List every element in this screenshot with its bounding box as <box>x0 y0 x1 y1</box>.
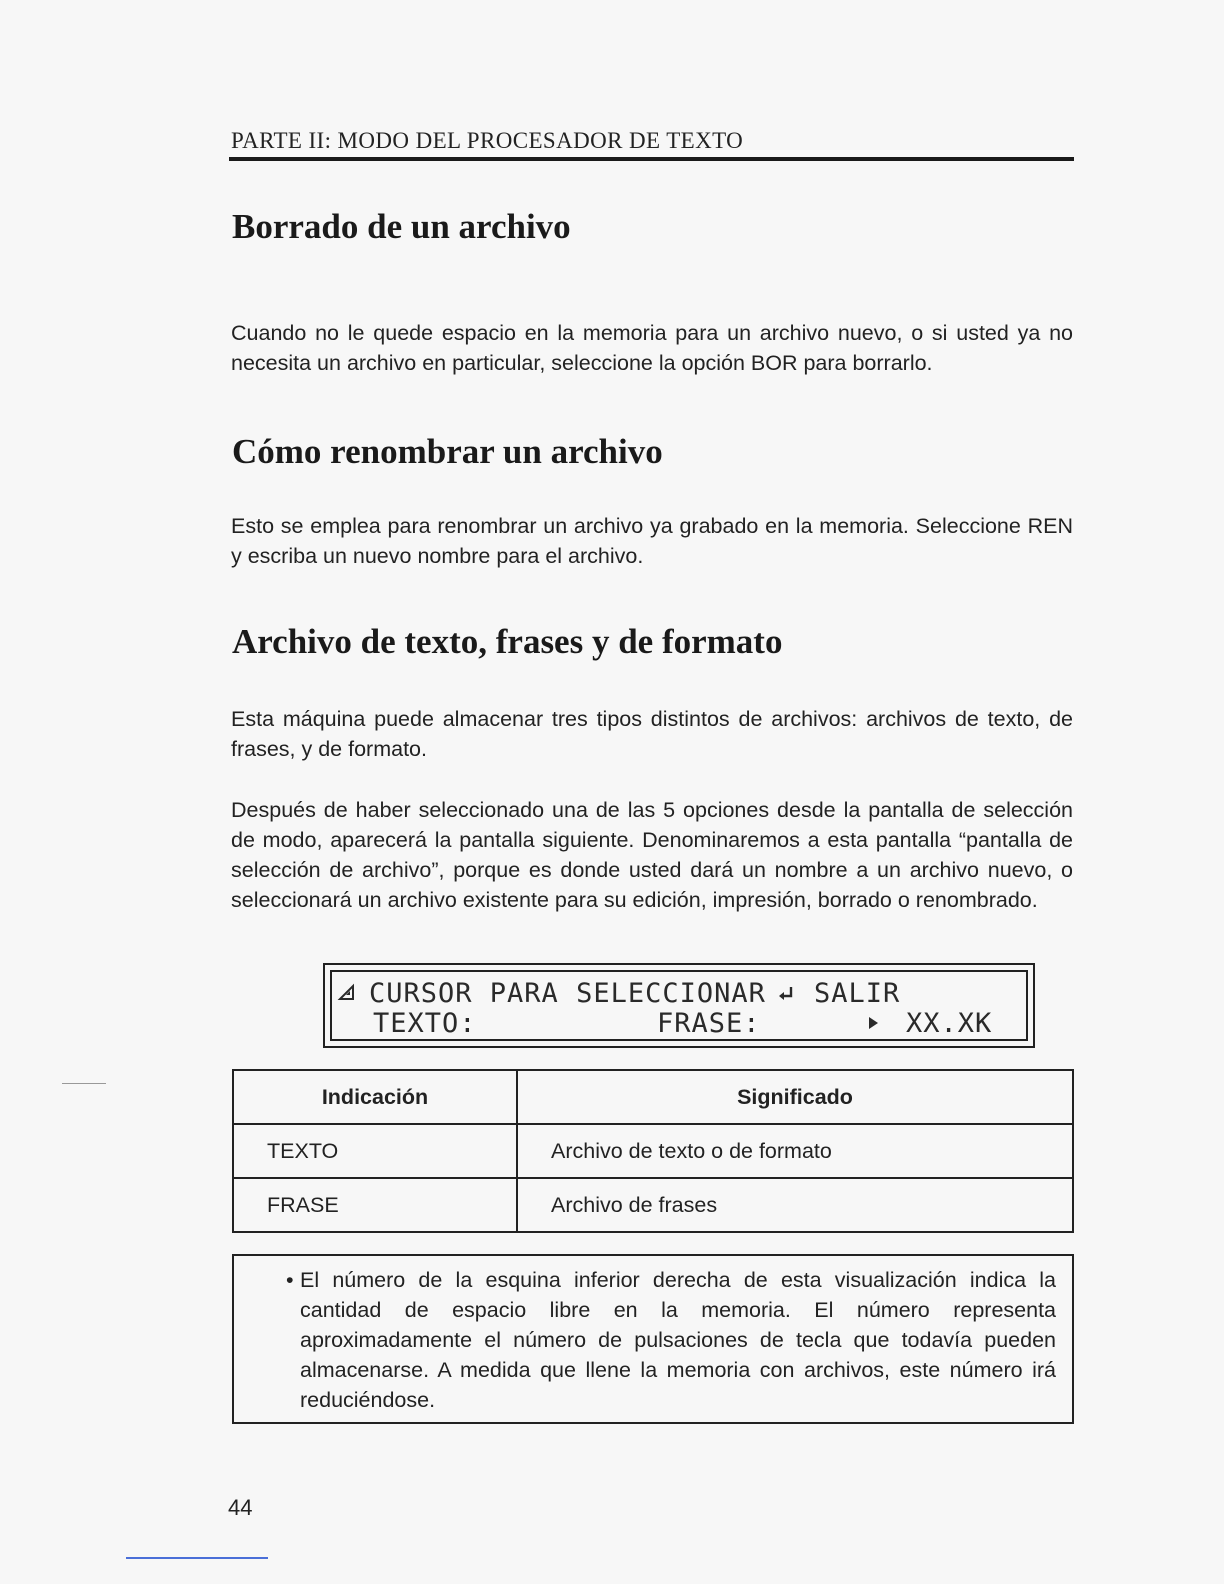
table-cell-significado: Archivo de frases <box>517 1178 1073 1232</box>
cursor-arrows-icon <box>337 983 357 1003</box>
table-header-row <box>233 1070 1073 1124</box>
note-bullet: • <box>286 1268 294 1292</box>
paragraph-tipos-2: Después de haber seleccionado una de las 5 opciones desde la pantalla de selección de modo, aparecerá la pantalla siguiente. Denominaremos a esta pantalla “pantalla de selección de archivo”, porque es donde usted dará un nombre a un archivo nuevo, o seleccionará un archivo existente para su edición, impresión, borrado o renombrado. <box>231 798 1073 912</box>
table-header-significado: Significado <box>517 1070 1073 1124</box>
paragraph-renombrar: Esto se emplea para renombrar un archivo ya grabado en la memoria. Seleccione REN y escriba un nuevo nombre para el archivo. <box>231 514 1073 568</box>
table-row <box>233 1178 1073 1232</box>
lcd-line2-right: XX.XK <box>906 1008 993 1039</box>
table-header-indicacion: Indicación <box>233 1070 517 1124</box>
page-number: 44 <box>228 1495 253 1520</box>
lcd-line2-mid: FRASE: <box>657 1008 761 1039</box>
pointer-triangle-icon <box>866 1015 880 1031</box>
paragraph-borrado: Cuando no le quede espacio en la memoria para un archivo nuevo, o si usted ya no necesita un archivo en particular, seleccione la opción BOR para borrarlo. <box>231 321 1073 375</box>
note-box <box>232 1254 1074 1424</box>
scan-artifact-line <box>62 1083 106 1084</box>
lcd-line2-left: TEXTO: <box>373 1008 477 1039</box>
running-header: PARTE II: MODO DEL PROCESADOR DE TEXTO <box>231 128 744 153</box>
table-cell-indicacion: TEXTO <box>233 1124 517 1178</box>
table-cell-significado: Archivo de texto o de formato <box>517 1124 1073 1178</box>
note-text: El número de la esquina inferior derecha de esta visualización indica la cantidad de espacio libre en la memoria. El número representa aproximadamente el número de pulsaciones de tecla que todavía pueden almacenarse. A medida que llene la memoria con archivos, este número irá reduciéndose. <box>300 1268 1056 1412</box>
lcd-line1-left: CURSOR PARA SELECCIONAR <box>369 978 766 1009</box>
header-rule <box>229 157 1074 161</box>
table-cell-indicacion: FRASE <box>233 1178 517 1232</box>
paragraph-tipos-1: Esta máquina puede almacenar tres tipos distintos de archivos: archivos de texto, de frases, y de formato. <box>231 707 1073 761</box>
lcd-screen-illustration <box>323 963 1035 1048</box>
section-title-tipos-archivo: Archivo de texto, frases y de formato <box>232 622 783 661</box>
lcd-line1-right: SALIR <box>814 978 901 1009</box>
scan-artifact-underline <box>126 1557 268 1559</box>
table-row <box>233 1124 1073 1178</box>
section-title-borrado: Borrado de un archivo <box>232 207 571 246</box>
indication-meaning-table <box>232 1069 1074 1233</box>
enter-key-icon <box>776 984 796 1004</box>
note-text-block <box>286 1265 1056 1415</box>
section-title-renombrar: Cómo renombrar un archivo <box>232 432 663 471</box>
